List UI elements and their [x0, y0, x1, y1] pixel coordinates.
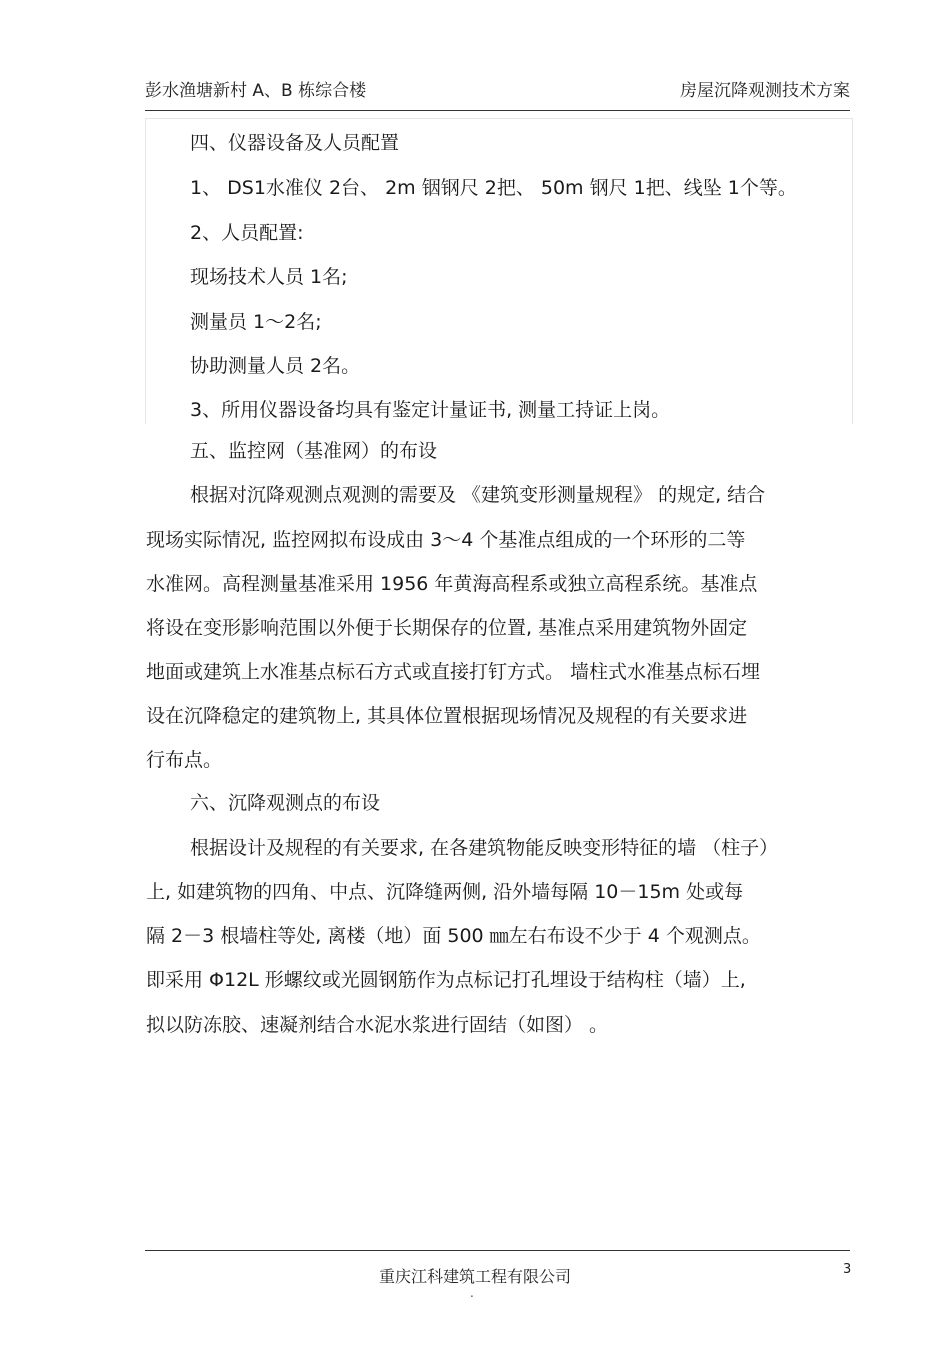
paragraph-line: 将设在变形影响范围以外便于长期保存的位置, 基准点采用建筑物外固定 — [146, 617, 748, 639]
paragraph-line: 2、人员配置: — [190, 222, 304, 244]
paragraph-line: 拟以防冻胶、速凝剂结合水泥水浆进行固结（如图） 。 — [146, 1014, 609, 1036]
paragraph-line: 协助测量人员 2名。 — [190, 355, 361, 377]
section-heading-observation-points: 六、沉降观测点的布设 — [190, 792, 381, 814]
page-header — [145, 76, 850, 104]
paragraph-line: 现场实际情况, 监控网拟布设成由 3～4 个基准点组成的一个环形的二等 — [146, 529, 746, 551]
paragraph-line: 根据对沉降观测点观测的需要及 《建筑变形测量规程》 的规定, 结合 — [190, 484, 766, 506]
paragraph-line: 3、所用仪器设备均具有鉴定计量证书, 测量工持证上岗。 — [190, 399, 671, 421]
paragraph-line: 行布点。 — [146, 749, 223, 771]
page-number: 3 — [843, 1262, 852, 1277]
header-project-name: 彭水渔塘新村 A、B 栋综合楼 — [145, 81, 367, 101]
paragraph-line: 设在沉降稳定的建筑物上, 其具体位置根据现场情况及规程的有关要求进 — [146, 705, 748, 727]
paragraph-line: 上, 如建筑物的四角、中点、沉降缝两侧, 沿外墙每隔 10－15m 处或每 — [146, 881, 744, 903]
paragraph-line: 水准网。高程测量基准采用 1956 年黄海高程系或独立高程系统。基准点 — [146, 573, 758, 595]
paragraph-line: 测量员 1～2名; — [190, 311, 322, 333]
paragraph-line: 地面或建筑上水准基点标石方式或直接打钉方式。 墙柱式水准基点标石埋 — [146, 661, 761, 683]
section-heading-equipment: 四、仪器设备及人员配置 — [190, 132, 400, 154]
paragraph-line: 根据设计及规程的有关要求, 在各建筑物能反映变形特征的墙 （柱子） — [190, 837, 779, 859]
paragraph-line: 1、 DS1水准仪 2台、 2m 铟钢尺 2把、 50m 钢尺 1把、线坠 1个等。 — [190, 177, 797, 199]
paragraph-line: 隔 2－3 根墙柱等处, 离楼（地）面 500 ㎜左右布设不少于 4 个观测点。 — [146, 925, 761, 947]
header-divider — [145, 110, 850, 111]
paragraph-line: 现场技术人员 1名; — [190, 266, 348, 288]
footer-company-name: 重庆江科建筑工程有限公司 — [378, 1267, 571, 1286]
footer-dot: . — [470, 1286, 474, 1300]
header-document-title: 房屋沉降观测技术方案 — [680, 81, 850, 101]
footer-divider — [145, 1250, 850, 1251]
section-heading-monitoring-network: 五、监控网（基准网）的布设 — [190, 440, 438, 462]
paragraph-line: 即采用 Φ12L 形螺纹或光圆钢筋作为点标记打孔埋设于结构柱（墙）上, — [146, 969, 746, 991]
